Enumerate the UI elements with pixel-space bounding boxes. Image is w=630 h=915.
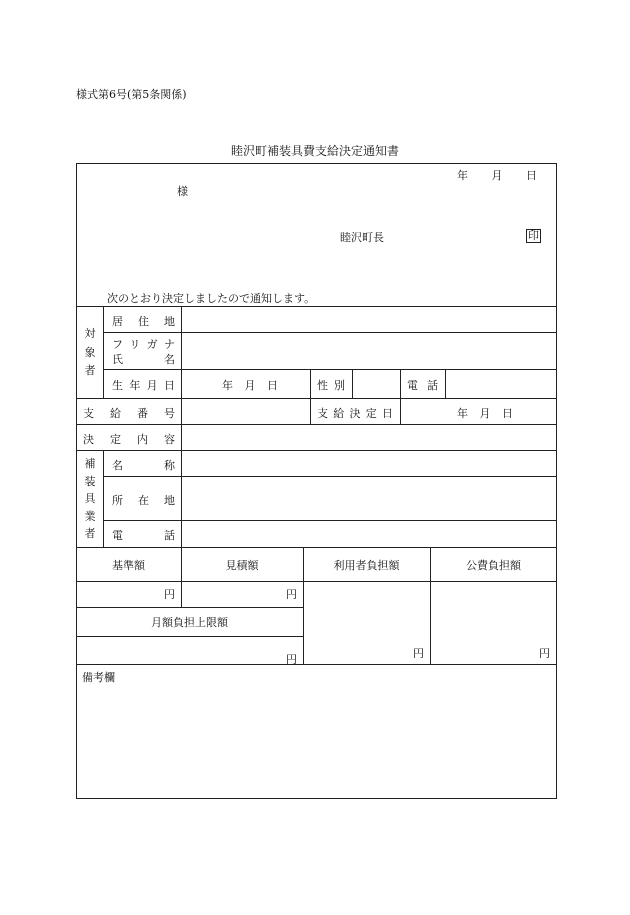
label-char: 所	[112, 494, 123, 507]
rule	[76, 636, 303, 637]
rule	[76, 581, 557, 582]
rule	[445, 369, 446, 398]
subject-char: 対	[84, 327, 96, 340]
rule	[76, 450, 557, 451]
label-char: 給	[110, 407, 121, 420]
rule	[76, 398, 557, 399]
label-char: 地	[164, 494, 175, 507]
label-char: ナ	[163, 338, 175, 351]
name-label	[112, 351, 175, 367]
label-char: フ	[112, 338, 123, 351]
date-day: 日	[526, 169, 537, 182]
monthly-limit-label: 月額負担上限額	[151, 616, 228, 629]
label-char: 日	[382, 407, 393, 420]
rule	[103, 450, 104, 547]
vendor-name-label	[112, 457, 175, 473]
label-char: 地	[164, 315, 175, 328]
birth-year: 年	[222, 379, 233, 392]
label-char: 定	[110, 433, 121, 446]
birthdate-label	[112, 377, 175, 393]
remarks-label: 備考欄	[82, 671, 115, 684]
issuer-name: 睦沢町長	[340, 231, 384, 244]
label-char: 名	[112, 459, 123, 472]
furigana-label	[112, 336, 175, 352]
phone-label	[407, 377, 438, 393]
address-label	[112, 313, 175, 329]
sex-label	[317, 377, 345, 393]
label-char: 電	[112, 529, 123, 542]
rule	[103, 476, 557, 477]
decision-month: 月	[479, 407, 491, 420]
rule	[352, 369, 353, 398]
label-char: 決	[83, 433, 94, 446]
rule	[76, 306, 557, 307]
vendor-char: 業	[84, 509, 96, 523]
decision-year: 年	[457, 407, 468, 420]
public-burden-label: 公費負担額	[466, 559, 521, 572]
rule	[76, 424, 557, 425]
label-char: 話	[427, 379, 438, 392]
label-char: 支	[83, 407, 94, 420]
label-char: 給	[333, 407, 345, 420]
label-char: 生	[112, 379, 123, 392]
label-char: 号	[164, 407, 175, 420]
seal-mark: 印	[528, 229, 539, 242]
rule	[181, 306, 182, 547]
label-char: 定	[365, 407, 377, 420]
vendor-address-label	[112, 492, 175, 508]
document-title: 睦沢町補装具費支給決定通知書	[230, 144, 399, 158]
rule	[76, 664, 557, 665]
subject-char: 者	[84, 364, 96, 377]
vendor-char: 補	[84, 457, 96, 470]
date-month: 月	[491, 169, 503, 182]
rule	[400, 369, 401, 424]
rule	[181, 547, 182, 607]
form-frame	[76, 163, 557, 799]
label-char: 容	[164, 433, 175, 446]
yen-standard: 円	[164, 588, 175, 601]
label-char: 番	[137, 407, 148, 420]
decision-date-label	[317, 405, 393, 421]
form-number: 様式第6号(第5条関係)	[76, 88, 187, 101]
rule	[76, 547, 557, 548]
rule	[310, 369, 311, 424]
label-char: 住	[138, 315, 149, 328]
birth-month: 月	[244, 379, 256, 392]
decision-day: 日	[502, 407, 513, 420]
payment-number-label	[83, 405, 175, 421]
standard-amount-label: 基準額	[112, 559, 145, 572]
label-char: ガ	[146, 338, 158, 351]
rule	[103, 306, 104, 398]
yen-public-burden: 円	[539, 647, 550, 660]
addressee-suffix: 様	[177, 185, 188, 198]
vendor-char: 具	[84, 492, 96, 505]
rule	[103, 369, 557, 370]
notice-text: 次のとおり決定しましたので通知します。	[107, 292, 316, 305]
label-char: 決	[349, 407, 361, 420]
decision-date-value	[457, 405, 513, 421]
label-char: 居	[112, 315, 123, 328]
notice-date	[457, 167, 537, 183]
label-char: 名	[164, 353, 175, 366]
label-char: 日	[163, 379, 175, 392]
label-char: 月	[146, 379, 158, 392]
yen-estimate: 円	[286, 588, 297, 601]
decision-content-label	[83, 431, 175, 447]
label-char: 電	[407, 379, 418, 392]
label-char: 称	[164, 459, 175, 472]
label-char: 年	[129, 379, 141, 392]
vendor-phone-label	[112, 527, 175, 543]
rule	[103, 332, 557, 333]
label-char: 在	[138, 494, 149, 507]
yen-user-burden: 円	[413, 647, 424, 660]
birthdate-value	[222, 377, 278, 393]
label-char: 支	[317, 407, 328, 420]
subject-char: 象	[84, 345, 96, 359]
estimate-amount-label: 見積額	[225, 559, 259, 572]
vendor-char: 者	[84, 527, 96, 540]
birth-day: 日	[267, 379, 278, 392]
yen-monthly-limit: 円	[286, 653, 297, 666]
label-char: 内	[137, 433, 148, 446]
vendor-char: 装	[84, 474, 96, 488]
label-char: リ	[129, 338, 141, 351]
label-char: 氏	[112, 353, 123, 366]
label-char: 性	[317, 379, 328, 392]
subject-group-label	[84, 325, 96, 378]
rule	[76, 607, 303, 608]
rule	[103, 520, 557, 521]
vendor-group-label	[84, 455, 96, 541]
label-char: 別	[334, 379, 345, 392]
label-char: 話	[164, 529, 175, 542]
user-burden-label: 利用者負担額	[333, 559, 400, 572]
date-year: 年	[457, 169, 468, 182]
